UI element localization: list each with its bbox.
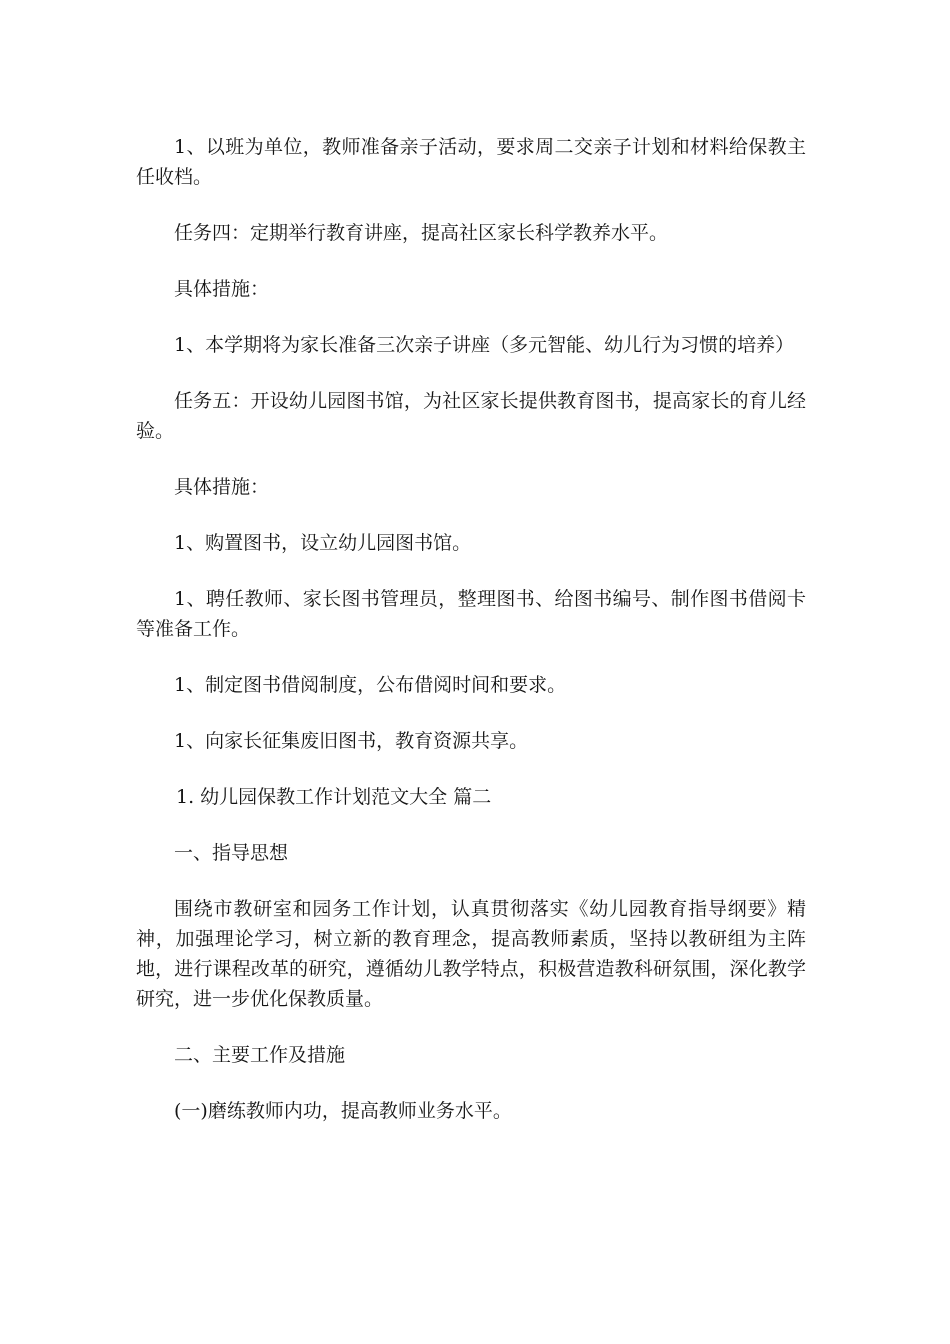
paragraph: 具体措施： <box>174 476 270 498</box>
paragraph: 具体措施： <box>174 278 270 300</box>
paragraph: 1、向家长征集废旧图书，教育资源共享。 <box>174 730 529 752</box>
paragraph: 1、本学期将为家长准备三次亲子讲座（多元智能、幼儿行为习惯的培养） <box>174 334 795 356</box>
paragraph: 围绕市教研室和园务工作计划，认真贯彻落实《幼儿园教育指导纲要》精神，加强理论学习，树立新的教育理念，提高教师素质，坚持以教研组为主阵地，进行课程改革的研究，遵循幼儿教学特点，积极营造教科研氛围，深化教学研究，进一步优化保教质量。 <box>136 898 806 1010</box>
document-body <box>136 132 806 1152</box>
paragraph: 1、购置图书，设立幼儿园图书馆。 <box>174 532 472 554</box>
paragraph: 二、主要工作及措施 <box>174 1044 346 1066</box>
paragraph: 1、以班为单位，教师准备亲子活动，要求周二交亲子计划和材料给保教主任收档。 <box>136 136 806 188</box>
section-title: 1. 幼儿园保教工作计划范文大全 篇二 <box>176 786 492 808</box>
paragraph: 任务四：定期举行教育讲座，提高社区家长科学教养水平。 <box>174 222 669 244</box>
paragraph: 一、指导思想 <box>174 842 289 864</box>
paragraph: 任务五：开设幼儿园图书馆，为社区家长提供教育图书，提高家长的育儿经验。 <box>136 390 806 442</box>
paragraph: 1、制定图书借阅制度，公布借阅时间和要求。 <box>174 674 567 696</box>
paragraph: 1、聘任教师、家长图书管理员，整理图书、给图书编号、制作图书借阅卡等准备工作。 <box>136 588 806 640</box>
paragraph: (一)磨练教师内功，提高教师业务水平。 <box>174 1100 512 1122</box>
